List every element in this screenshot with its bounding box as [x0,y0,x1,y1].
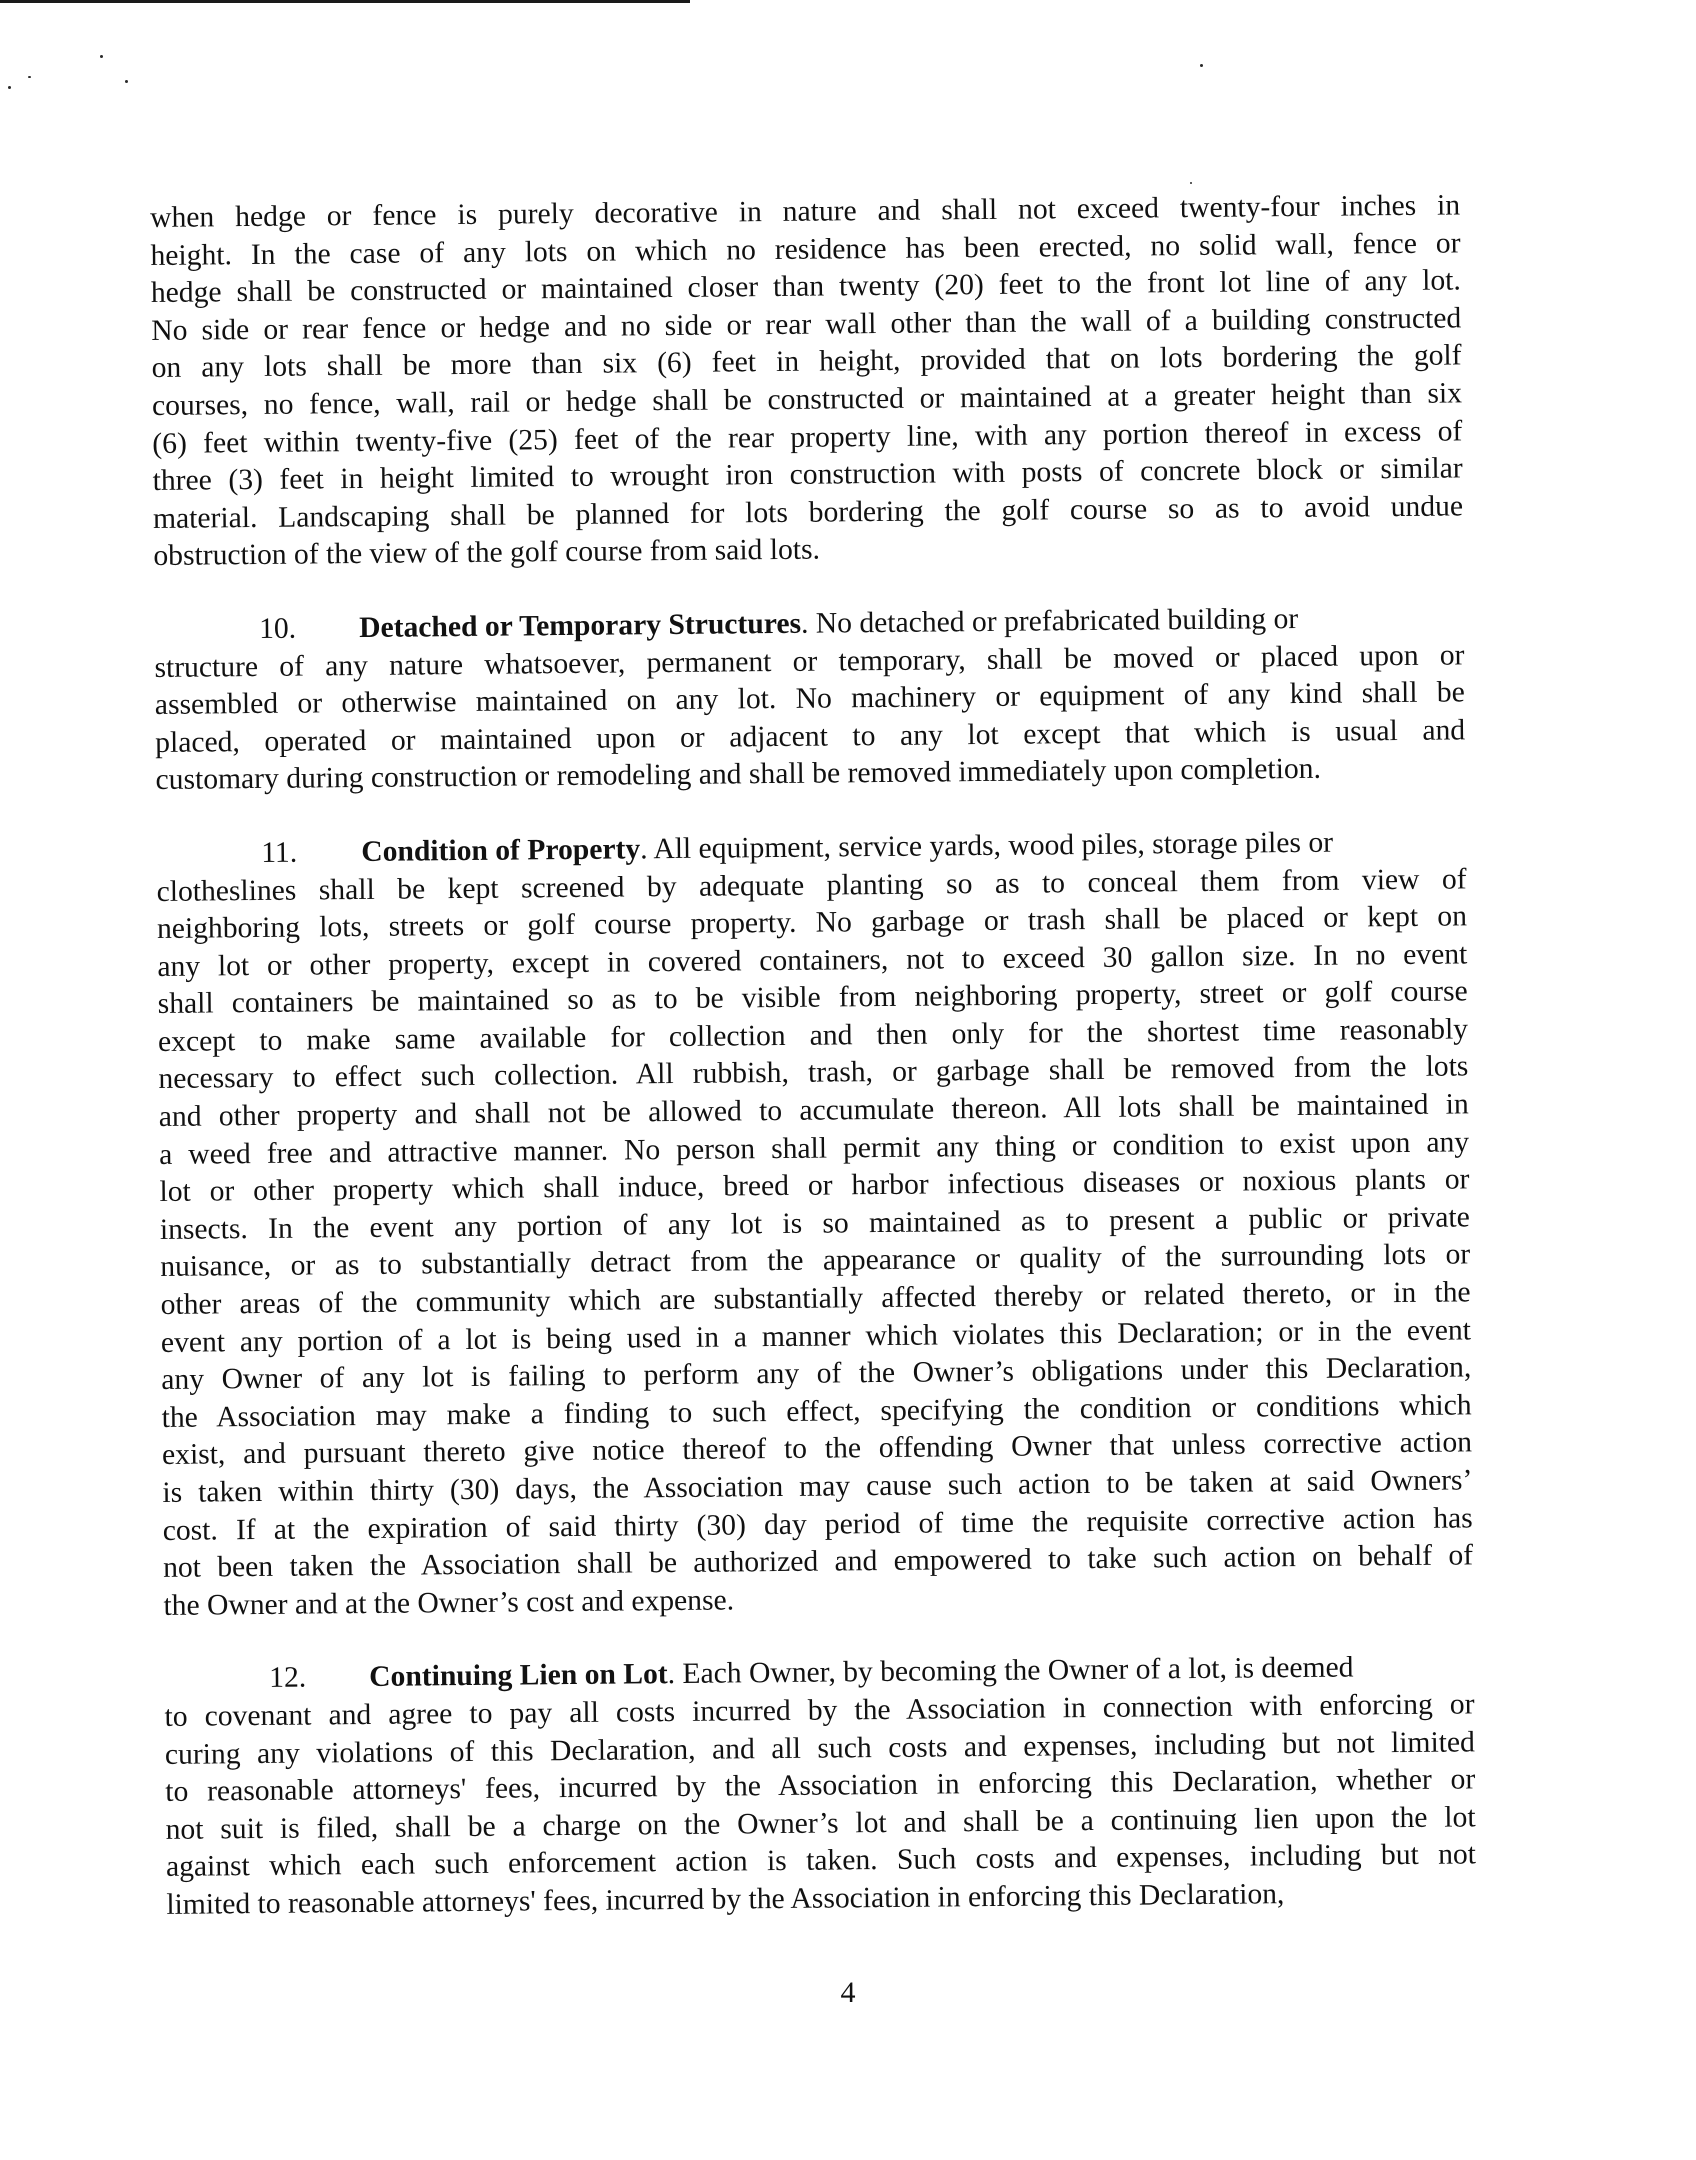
text-line: shall containers be maintained so as to be visible from neighboring property, street or golf course [157,975,1468,1021]
section-first-line-text: . All equipment, service yards, wood piles, storage piles or [640,826,1334,866]
text-line: neighboring lots, streets or golf course property. No garbage or trash shall be placed or kept on [156,900,1468,946]
text-line: exist, and pursuant thereto give notice thereof to the offending Owner that unless corrective action [161,1426,1473,1472]
paragraph-continuation [150,187,1464,575]
text-line: not suit is filed, shall be a charge on the Owner’s lot and shall be a continuing lien upon the lot [165,1801,1476,1846]
text-line: other areas of the community which are substantially affected thereby or related thereto, or in the [160,1276,1471,1321]
section-10 [154,599,1466,800]
section-number: 12. [269,1661,307,1695]
text-line: is taken within thirty (30) days, the Association may cause such action to be taken at said Owners’ [162,1464,1473,1509]
text-line: nuisance, or as to substantially detract from the appearance or quality of the surrounding lots or [160,1238,1471,1284]
text-line: (6) feet within twenty-five (25) feet of the rear property line, with any portion thereof in excess of [152,414,1463,460]
text-line: the Association may make a finding to such effect, specifying the condition or conditions which [161,1389,1472,1434]
text-line: cost. If at the expiration of said thirty (30) day period of time the requisite corrective action has [162,1501,1473,1547]
document-body [150,187,1477,1960]
text-line: on any lots shall be more than six (6) feet in height, provided that on lots bordering the golf [151,339,1462,385]
scan-speck [8,86,11,89]
section-11 [156,823,1474,1625]
text-line: necessary to effect such collection. All rubbish, trash, or garbage shall be removed from the lots [158,1050,1469,1096]
section-first-line-text: . Each Owner, by becoming the Owner of a lot, is deemed [667,1651,1354,1691]
section-first-line-text: . No detached or prefabricated building or [800,602,1299,640]
section-12 [164,1649,1476,1925]
section-heading: Condition of Property [361,833,641,868]
text-line: insects. In the event any portion of any lot is so maintained as to present a public or private [159,1201,1470,1246]
text-line: assembled or otherwise maintained on any lot. No machinery or equipment of any kind shall be [154,676,1465,722]
page-number: 4 [840,1976,856,2009]
text-line: except to make same available for collection and then only for the shortest time reasonably [157,1013,1469,1058]
text-line: No side or rear fence or hedge and no side or rear wall other than the wall of a building constructed [151,302,1462,347]
scan-speck [1200,64,1203,67]
text-line: to covenant and agree to pay all costs incurred by the Association in connection with enforcing or [164,1688,1475,1733]
text-line: structure of any nature whatsoever, permanent or temporary, shall be moved or placed upon or [154,638,1465,684]
text-line: to reasonable attorneys' fees, incurred by the Association in enforcing this Declaration, whether or [165,1763,1476,1809]
text-line: against which each such enforcement action is taken. Such costs and expenses, including but not [165,1838,1477,1884]
text-line: and other property and shall not be allowed to accumulate thereon. All lots shall be maintained in [158,1088,1469,1134]
scan-speck [125,80,128,83]
scan-speck [1190,182,1192,184]
text-line: obstruction of the view of the golf course from said lots. [153,533,821,573]
text-line: customary during construction or remodeling and shall be removed immediately upon completion. [155,753,1322,797]
scan-top-edge [0,0,690,3]
text-line: the Owner and at the Owner’s cost and expense. [163,1584,735,1622]
text-line: limited to reasonable attorneys' fees, incurred by the Association in enforcing this Declaration, [166,1878,1285,1921]
text-line: height. In the case of any lots on which no residence has been erected, no solid wall, fence or [150,227,1461,272]
text-line: material. Landscaping shall be planned for lots bordering the golf course so as to avoid undue [152,490,1464,535]
text-line: a weed free and attractive manner. No person shall permit any thing or condition to exist upon any [159,1126,1470,1171]
text-line: any Owner of any lot is failing to perform any of the Owner’s obligations under this Declaration, [161,1351,1472,1397]
text-line: event any portion of a lot is being used in a manner which violates this Declaration; or in the event [160,1313,1472,1359]
scan-speck [100,55,103,58]
text-line: clotheslines shall be kept screened by adequate planting so as to conceal them from view of [156,862,1467,908]
text-line: not been taken the Association shall be authorized and empowered to take such action on behalf of [162,1539,1474,1585]
text-line: placed, operated or maintained upon or adjacent to any lot except that which is usual and [155,714,1466,759]
text-line: any lot or other property, except in covered containers, not to exceed 30 gallon size. In no event [157,938,1468,983]
section-number: 11. [261,836,298,869]
section-heading: Continuing Lien on Lot [369,1658,668,1694]
text-line: courses, no fence, wall, rail or hedge shall be constructed or maintained at a greater height than six [151,377,1463,422]
text-line: three (3) feet in height limited to wrought iron construction with posts of concrete block or similar [152,452,1463,498]
text-line: curing any violations of this Declaration, and all such costs and expenses, including but not limited [164,1725,1476,1771]
text-line: hedge shall be constructed or maintained closer than twenty (20) feet to the front lot line of any lot. [150,264,1461,310]
section-heading: Detached or Temporary Structures [358,607,802,644]
text-line: when hedge or fence is purely decorative in nature and shall not exceed twenty-four inches in [150,189,1461,234]
scan-speck [28,76,31,78]
section-number: 10. [258,612,297,645]
text-line: lot or other property which shall induce, breed or harbor infectious diseases or noxious plants or [159,1163,1470,1209]
